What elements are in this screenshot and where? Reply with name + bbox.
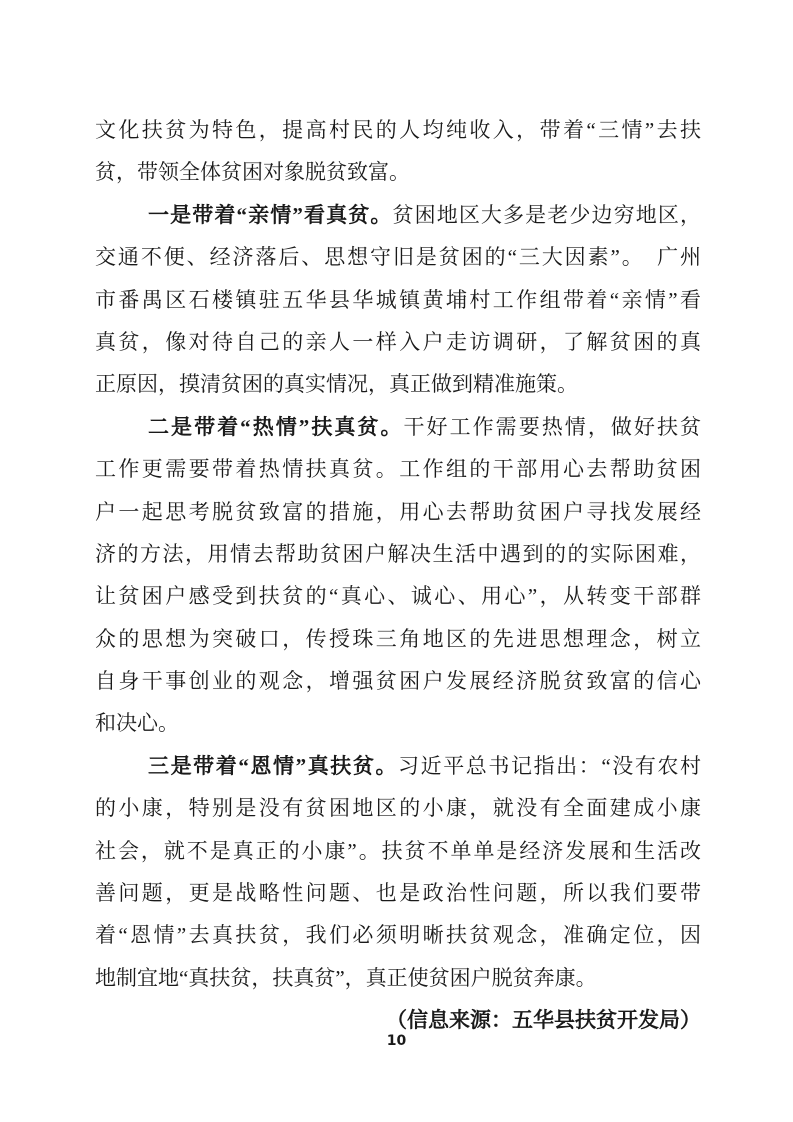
line-text: 的小康，特别是没有贫困地区的小康，就没有全面建成小康 — [95, 796, 701, 821]
line-text: 自身干事创业的观念，增强贫困户发展经济脱贫致富的信心 — [95, 669, 701, 694]
line-text: 济的方法，用情去帮助贫困户解决生活中遇到的的实际困难， — [95, 541, 701, 566]
text-line — [95, 448, 701, 490]
paragraph-heading: 三是带着“恩情”真扶贫。 — [148, 753, 399, 778]
line-text: 让贫困户感受到扶贫的“真心、诚心、用心”，从转变干部群 — [95, 584, 701, 609]
line-text: 地制宜地“真扶贫，扶真贫”，真正使贫困户脱贫奔康。 — [95, 965, 597, 990]
line-text: （信息来源：五华县扶贫开发局） — [386, 1008, 701, 1033]
line-text: 正原因，摸清贫困的真实情况，真正做到精准施策。 — [95, 372, 578, 397]
text-line — [95, 363, 701, 405]
text-line — [95, 109, 701, 151]
line-text: 贫困地区大多是老少边穷地区， — [392, 202, 701, 227]
line-text: 户一起思考脱贫致富的措施，用心去帮助贫困户寻找发展经 — [95, 499, 701, 524]
line-text: 贫，带领全体贫困对象脱贫致富。 — [95, 160, 410, 185]
line-text: 市番禺区石楼镇驻五华县华城镇黄埔村工作组带着“亲情”看 — [95, 287, 701, 312]
paragraph-first-line — [95, 406, 701, 448]
line-text: 工作更需要带着热情扶真贫。工作组的干部用心去帮助贫困 — [95, 457, 701, 482]
paragraph-first-line — [95, 194, 701, 236]
paragraph-first-line — [95, 745, 701, 787]
text-line — [95, 321, 701, 363]
text-line — [95, 618, 701, 660]
text-line — [95, 533, 701, 575]
text-line — [95, 279, 701, 321]
line-text: 善问题，更是战略性问题、也是政治性问题，所以我们要带 — [95, 881, 701, 906]
text-line — [95, 787, 701, 829]
page-number: 10 — [386, 1033, 407, 1049]
line-text: 着“恩情”去真扶贫，我们必须明晰扶贫观念，准确定位，因 — [95, 923, 701, 948]
line-text: 众的思想为突破口，传授珠三角地区的先进思想理念，树立 — [95, 626, 701, 651]
line-text: 社会，就不是真正的小康”。扶贫不单单是经济发展和生活改 — [95, 838, 701, 863]
paragraph-heading: 二是带着“热情”扶真贫。 — [148, 414, 404, 439]
line-text: 习近平总书记指出：“没有农村 — [398, 753, 701, 778]
text-line — [95, 957, 701, 999]
line-text: 真贫，像对待自己的亲人一样入户走访调研，了解贫困的真 — [95, 329, 701, 354]
paragraph-heading: 一是带着“亲情”看真贫。 — [148, 202, 393, 227]
text-body — [95, 109, 701, 1042]
line-text: 干好工作需要热情，做好扶贫 — [403, 414, 701, 439]
line-text: 和决心。 — [95, 711, 179, 736]
text-line — [95, 830, 701, 872]
line-text: 文化扶贫为特色，提高村民的人均纯收入，带着“三情”去扶 — [95, 118, 701, 142]
text-line — [95, 702, 701, 744]
line-text: 交通不便、经济落后、思想守旧是贫困的“三大因素”。 广州 — [95, 245, 701, 270]
text-line — [95, 660, 701, 702]
text-line — [95, 151, 701, 193]
text-line — [95, 236, 701, 278]
text-line — [95, 872, 701, 914]
text-line — [95, 491, 701, 533]
text-line — [95, 575, 701, 617]
text-line — [95, 914, 701, 956]
